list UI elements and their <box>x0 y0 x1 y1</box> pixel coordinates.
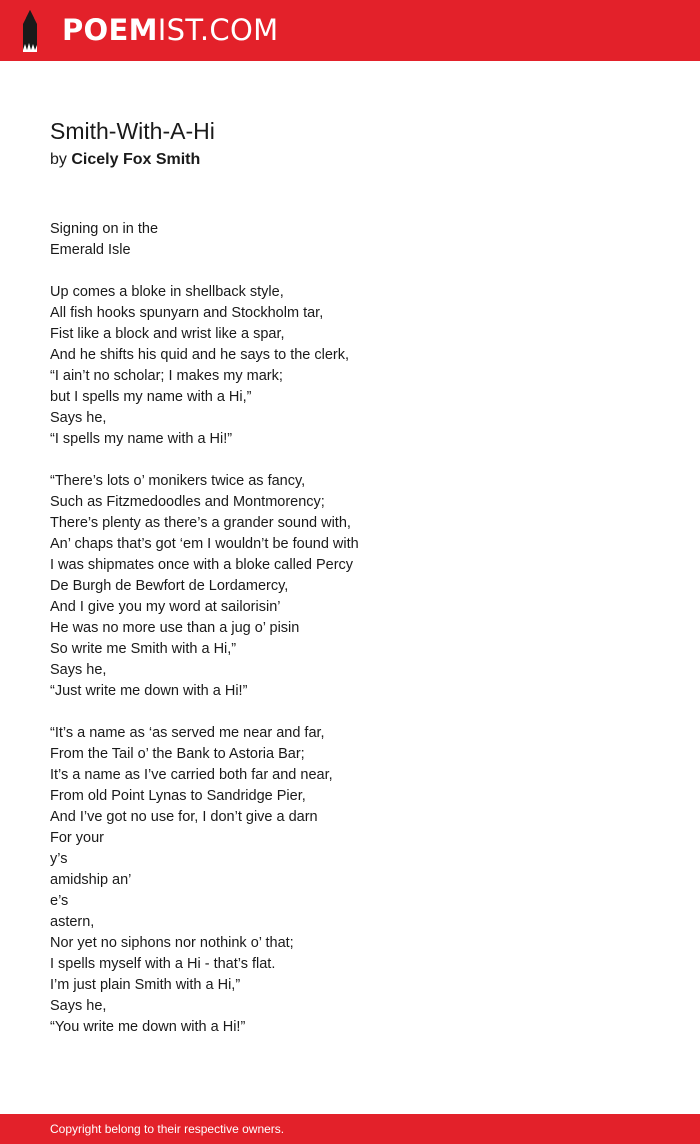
poem-line: Says he, <box>50 998 107 1014</box>
by-label: by <box>50 151 67 168</box>
poem-line: Signing on in the <box>50 221 159 237</box>
byline <box>50 148 650 172</box>
poem-line: And I’ve got no use for, I don’t give a darn <box>50 809 318 825</box>
poem-line: There’s plenty as there’s a grander sound with, <box>50 515 351 531</box>
poem-line: astern, <box>50 914 95 930</box>
poem-line: Says he, <box>50 662 107 678</box>
poem-body <box>50 219 650 1059</box>
poem-line: All fish hooks spunyarn and Stockholm tar, <box>50 305 324 321</box>
poem-line: I’m just plain Smith with a Hi,” <box>50 977 241 993</box>
author-name[interactable]: Cicely Fox Smith <box>71 151 201 168</box>
poem-line: I spells myself with a Hi - that’s flat. <box>50 956 276 972</box>
poem-line: “It’s a name as ‘as served me near and far, <box>50 725 325 741</box>
poem-line: “Just write me down with a Hi!” <box>50 683 248 699</box>
stanza <box>50 471 650 702</box>
stanza <box>50 219 650 261</box>
poem-line: An’ chaps that’s got ‘em I wouldn’t be found with <box>50 536 359 552</box>
poem-line: For your <box>50 830 104 846</box>
poem-heading <box>50 116 650 172</box>
poem-line: Such as Fitzmedoodles and Montmorency; <box>50 494 325 510</box>
poem-line: So write me Smith with a Hi,” <box>50 641 237 657</box>
poem-line: From the Tail o’ the Bank to Astoria Bar; <box>50 746 305 762</box>
poem-line: amidship an’ <box>50 872 132 888</box>
copyright-text: Copyright belong to their respective owners. <box>50 1122 285 1136</box>
poem-line: “I spells my name with a Hi!” <box>50 431 233 447</box>
site-footer <box>0 1114 700 1144</box>
poem-line: And he shifts his quid and he says to the clerk, <box>50 347 350 363</box>
poem-line: Fist like a block and wrist like a spar, <box>50 326 285 342</box>
poem-line: y’s <box>50 851 68 867</box>
poem-line: e’s <box>50 893 69 909</box>
poem-line: I was shipmates once with a bloke called Percy <box>50 557 354 573</box>
poem-title: Smith-With-A-Hi <box>50 118 215 144</box>
poem-line: Emerald Isle <box>50 242 131 258</box>
stanza <box>50 282 650 450</box>
poem-line: but I spells my name with a Hi,” <box>50 389 252 405</box>
stanza <box>50 723 650 1038</box>
poem-line: “I ain’t no scholar; I makes my mark; <box>50 368 283 384</box>
logo-light-text: IST.COM <box>157 13 279 47</box>
poem-line: From old Point Lynas to Sandridge Pier, <box>50 788 306 804</box>
logo-bold-text: POEM <box>62 13 158 47</box>
poem-line: He was no more use than a jug o’ pisin <box>50 620 300 636</box>
poem-line: “There’s lots o’ monikers twice as fancy, <box>50 473 306 489</box>
poem-line: Up comes a bloke in shellback style, <box>50 284 284 300</box>
site-header <box>0 0 700 61</box>
poem-line: De Burgh de Bewfort de Lordamercy, <box>50 578 289 594</box>
poem-line: Says he, <box>50 410 107 426</box>
pencil-icon[interactable] <box>17 10 43 52</box>
poem-line: Nor yet no siphons nor nothink o’ that; <box>50 935 294 951</box>
poem-line: “You write me down with a Hi!” <box>50 1019 246 1035</box>
poem-line: It’s a name as I’ve carried both far and near, <box>50 767 333 783</box>
site-logo[interactable] <box>62 13 278 47</box>
poem-line: And I give you my word at sailorisin’ <box>50 599 281 615</box>
